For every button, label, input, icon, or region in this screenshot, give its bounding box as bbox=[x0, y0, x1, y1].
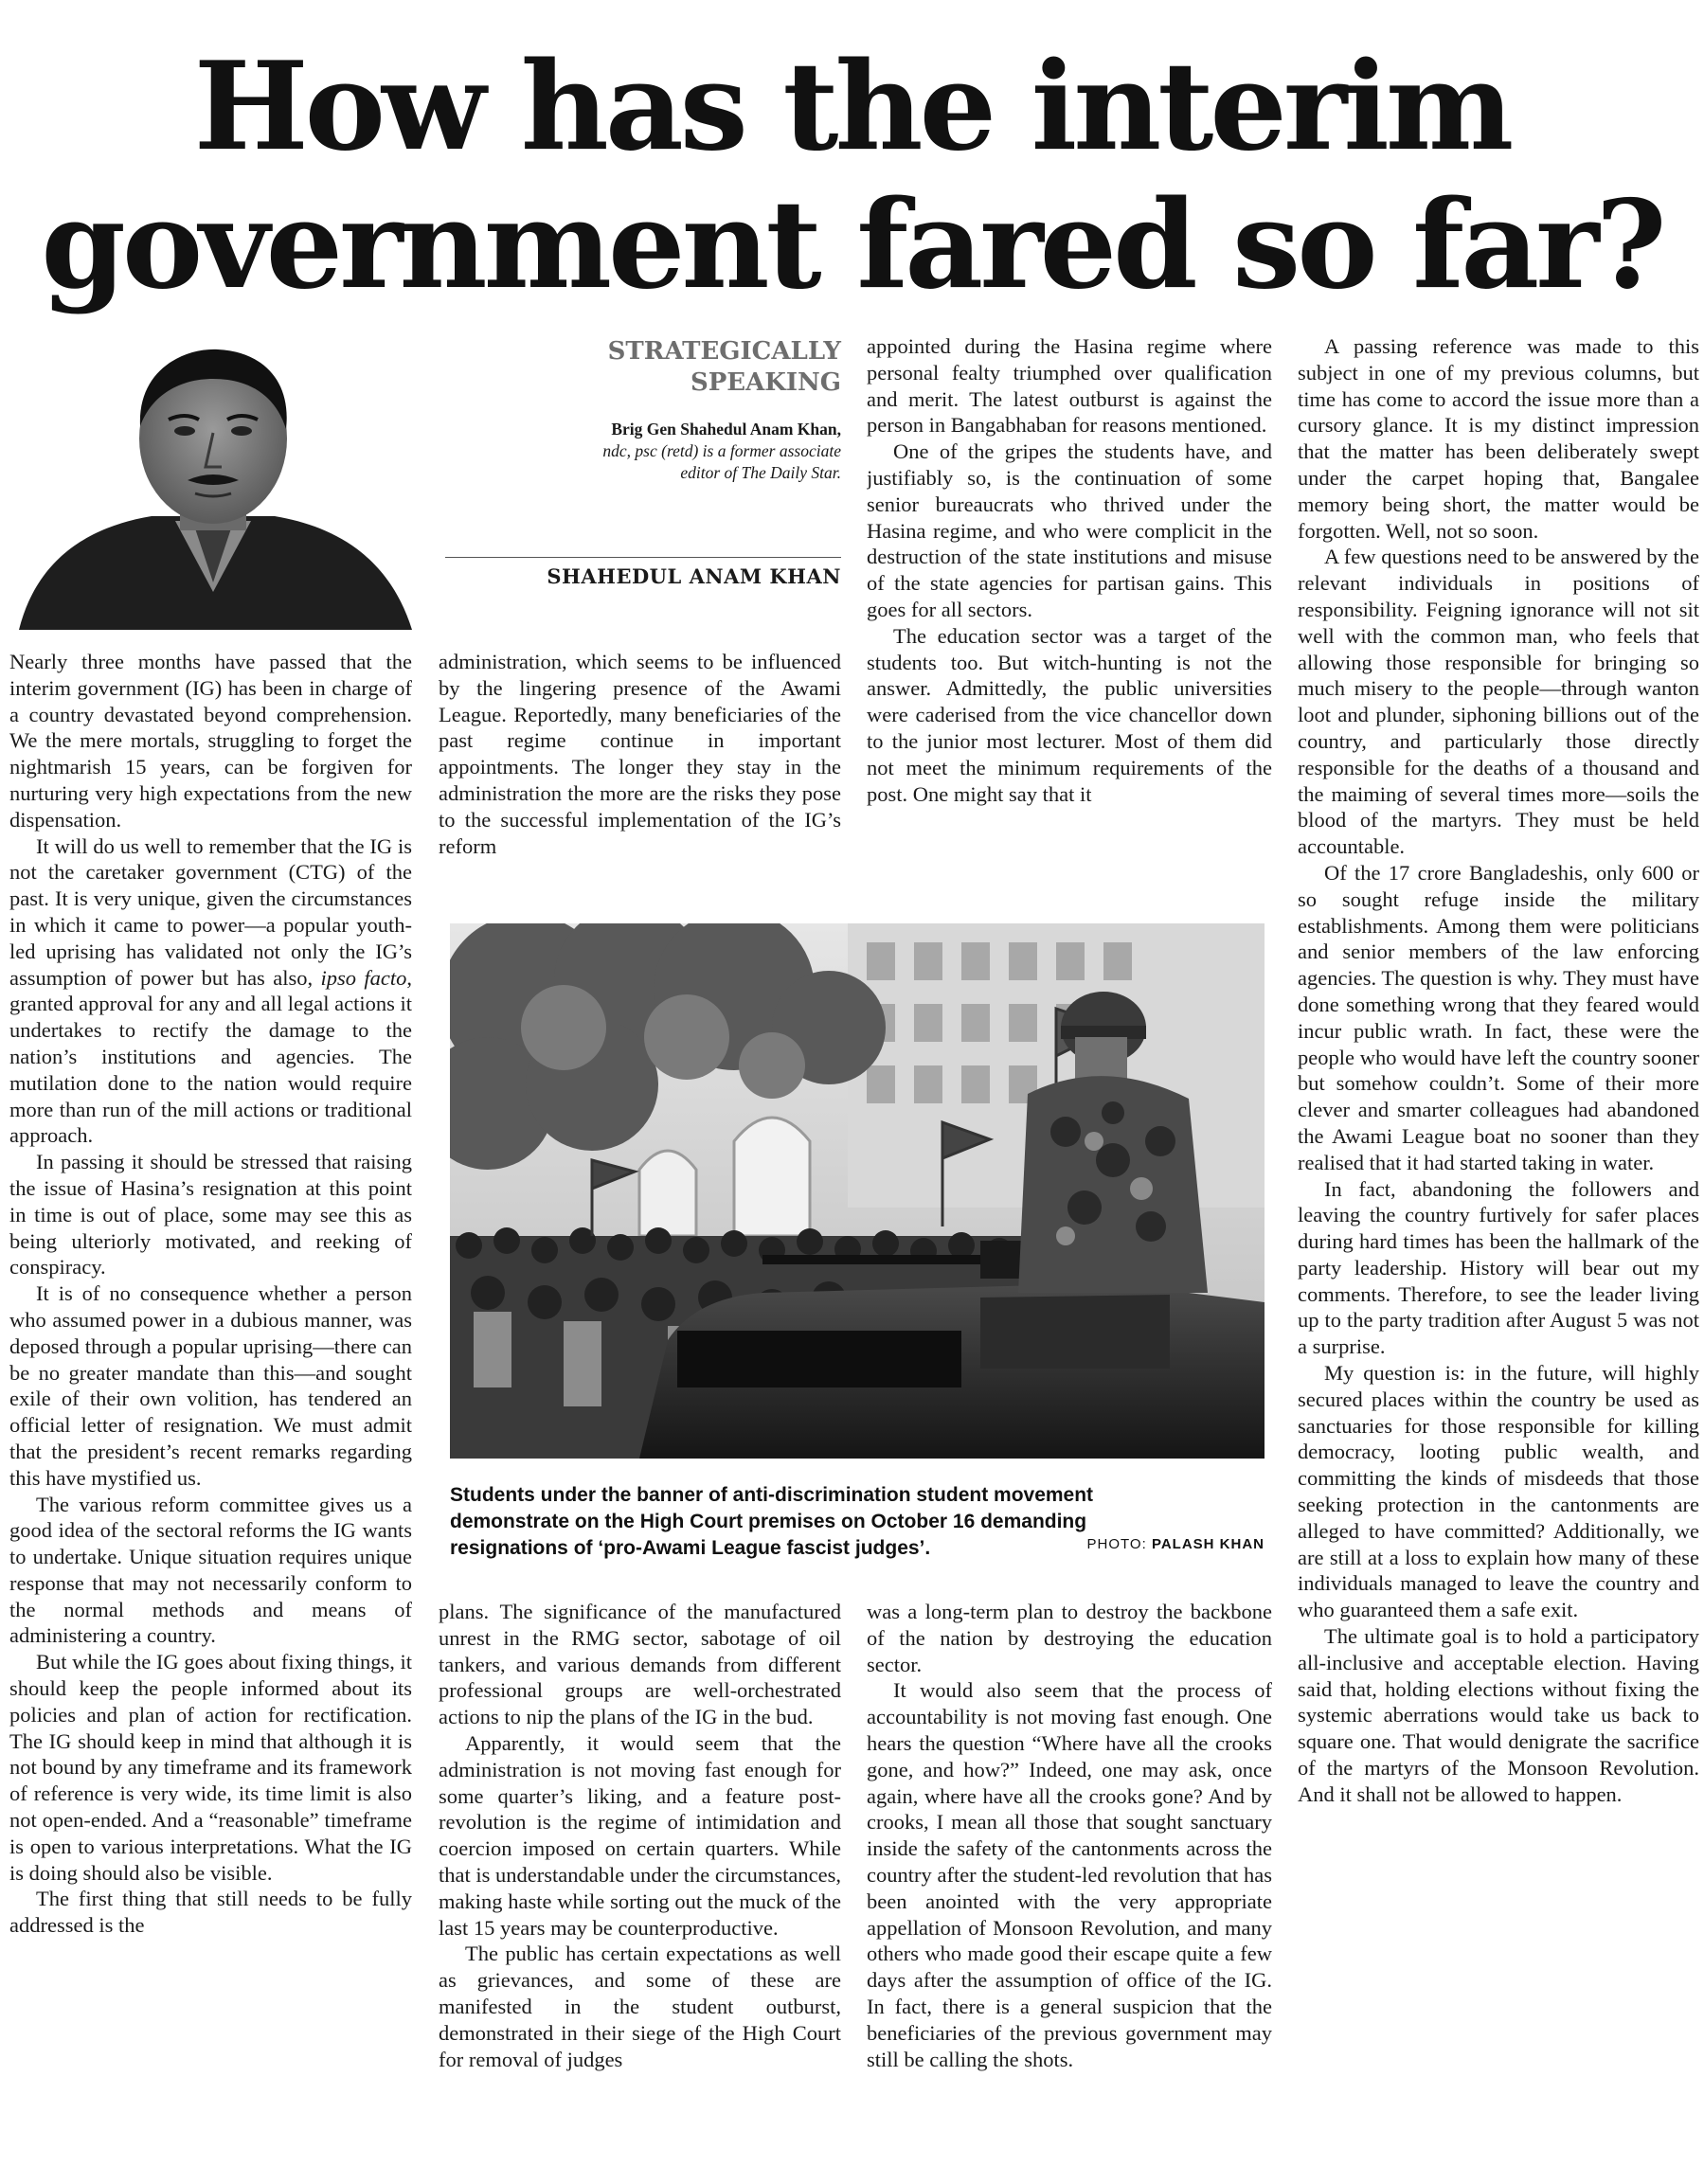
paragraph: The education sector was a target of the students too. But witch-hunting is not the answer. Admittedly, the public universities were caderised from the vice chancellor down to the junior most lecturer. Most of them did not meet the minimum requirements of the post. One might say that it bbox=[867, 623, 1272, 806]
author-note-desc-1: ndc, psc (retd) is a former associate bbox=[602, 441, 841, 460]
author-note-name: Brig Gen Shahedul Anam Khan, bbox=[611, 420, 841, 439]
headline-line-1: How has the interim bbox=[193, 36, 1511, 178]
paragraph: Of the 17 crore Bangladeshis, only 600 or so sought refuge inside the military establishments. Among them were politicians and senior members of the law enforcing agencies. The question is why. They must have done something wrong that they feared would incur public wrath. In fact, these were the people who would have left the country sooner but somehow couldn’t. Some of their more clever and smarter colleagues had abandoned the Awami League boat no sooner than they realised that it had started taking in water. bbox=[1298, 860, 1699, 1174]
photo-caption bbox=[450, 1482, 1265, 1562]
article-column-3-top bbox=[867, 333, 1272, 892]
caption-line-2: demonstrate on the High Court premises on October 16 demanding bbox=[450, 1511, 1087, 1532]
column-name-line-2: SPEAKING bbox=[690, 368, 841, 397]
photo-credit-name: PALASH KHAN bbox=[1151, 1536, 1265, 1552]
article-column-2-top bbox=[439, 649, 841, 890]
author-note bbox=[493, 419, 841, 484]
column-name bbox=[445, 336, 841, 399]
paragraph: In passing it should be stressed that raising the issue of Hasina’s resignation at this point in time is out of place, some may see this as being ulteriorly motivated, and reeking of conspiracy. bbox=[9, 1150, 412, 1280]
caption-line-3: resignations of ‘pro-Awami League fascist judges’. bbox=[450, 1537, 931, 1559]
paragraph: It is of no consequence whether a person who assumed power in a dubious manner, was deposed through a popular uprising—there can be no greater mandate than this—and sought exile of their own volition, has tendered an official letter of resignation. We must admit that the president’s recent remarks regarding this have mystified us. bbox=[9, 1281, 412, 1490]
paragraph: The public has certain expectations as well as grievances, and some of these are manifested in the student outburst, demonstrated in their siege of the High Court for removal of judges bbox=[439, 1942, 841, 2071]
author-note-publication: The Daily Star. bbox=[741, 463, 841, 482]
paragraph: Apparently, it would seem that the administration is not moving fast enough for some quarter’s liking, and a feature post-revolution is the regime of intimidation and coercion imposed on certain quarters. While that is understandable under the circumstances, making haste while sorting out the muck of the last 15 years may be counterproductive. bbox=[439, 1730, 841, 1940]
paragraph: The first thing that still needs to be fully addressed is the bbox=[9, 1887, 412, 1938]
paragraph: My question is: in the future, will highly secured places within the country be used as sanctuaries for those responsible for killing democracy, looting public wealth, and committing the kinds of misdeeds that those seeking protection in the cantonments are alleged to have committed? Additionally, we are still at a loss to explain how many of these individuals managed to leave the country and who guaranteed them a safe exit. bbox=[1298, 1361, 1699, 1622]
author-note-desc-2: editor of bbox=[680, 463, 742, 482]
caption-line-1: Students under the banner of anti-discrimination student movement bbox=[450, 1484, 1094, 1506]
paragraph: appointed during the Hasina regime where personal fealty triumphed over qualification and merit. The latest outburst is against the person in Bangabhaban for reasons mentioned. bbox=[867, 334, 1272, 438]
column-name-line-1: STRATEGICALLY bbox=[607, 337, 841, 366]
article-column-4 bbox=[1298, 333, 1699, 2178]
news-photo bbox=[450, 923, 1265, 1459]
paragraph: It would also seem that the process of accountability is not moving fast enough. One hears the question “Where have all the crooks gone, and how?” Indeed, one may ask, once again, where have all the crooks gone? And by crooks, I mean all those that sought sanctuary inside the safety of the cantonments across the country after the student-led revolution that has been anointed with the very appropriate appellation of Monsoon Revolution, and many others who made good their escape quite a few days after the assumption of office of the IG. In fact, there is a general suspicion that the beneficiaries of the previous government may still be calling the shots. bbox=[867, 1678, 1272, 2071]
article-column-3-bottom bbox=[867, 1599, 1272, 2176]
paragraph: was a long-term plan to destroy the backbone of the nation by destroying the education sector. bbox=[867, 1600, 1272, 1676]
paragraph: The ultimate goal is to hold a participatory all-inclusive and acceptable election. Having said that, holding elections without fixing the systemic aberrations would take us back to square one. That would denigrate the sacrifice of the martyrs of the Monsoon Revolution. And it shall not be allowed to happen. bbox=[1298, 1624, 1699, 1806]
paragraph: But while the IG goes about fixing things, it should keep the people informed about its policies and plan of action for rectification. The IG should keep in mind that although it is not bound by any timeframe and its framework of reference is very wide, its time limit is also not open-ended. And a “reasonable” timeframe is open to various interpretations. What the IG is doing should also be visible. bbox=[9, 1650, 412, 1885]
photo-credit bbox=[1087, 1531, 1265, 1558]
paragraph: A passing reference was made to this subject in one of my previous columns, but time has come to accord the issue more than a cursory glance. It is my distinct impression that the matter has been deliberately swept under the carpet hoping that, Bangalee memory being short, the matter would be forgotten. Well, not so soon. bbox=[1298, 334, 1699, 543]
paragraph: It will do us well to remember that the IG is not the caretaker government (CTG) of the past. It is very unique, given the circumstances in which it came to power—a popular youth-led uprising has validated not only the IG’s assumption of power but has also, ipso facto, granted approval for any and all legal actions it undertakes to rectify the damage to the nation’s institutions and agencies. The mutilation done to the nation would require more than run of the mill actions or traditional approach. bbox=[9, 833, 412, 1148]
byline-rule bbox=[445, 557, 841, 558]
paragraph: plans. The significance of the manufactured unrest in the RMG sector, sabotage of oil tankers, and various demands from different professional groups are well-orchestrated actions to nip the plans of the IG in the bud. bbox=[439, 1600, 841, 1729]
paragraph: Nearly three months have passed that the interim government (IG) has been in charge of a country devastated beyond comprehension. We the mere mortals, struggling to forget the nightmarish 15 years, can be forgiven for nurturing very high expectations from the new dispensation. bbox=[9, 650, 412, 832]
headline-line-2: government fared so far? bbox=[41, 174, 1663, 316]
latin-phrase: ipso facto bbox=[320, 965, 407, 990]
paragraph: In fact, abandoning the followers and leaving the country furtively for safer places during hard times has been the hallmark of the party leadership. History will bear out my comments. Therefore, to see the leader living up to the party tradition after August 5 was not a surprise. bbox=[1298, 1176, 1699, 1359]
article-column-1 bbox=[9, 649, 412, 2175]
paragraph: One of the gripes the students have, and justifiably so, is the continuation of some senior bureaucrats who thrived under the Hasina regime, and who were complicit in the destruction of the state institutions and misuse of the state agencies for partisan gains. This goes for all sectors. bbox=[867, 439, 1272, 621]
paragraph: A few questions need to be answered by the relevant individuals in positions of responsibility. Feigning ignorance will not sit well with the common man, who feels that allowing those responsible for bringing so much misery to the people—through wanton loot and plunder, siphoning billions out of the country, and particularly those directly responsible for the deaths of a thousand and the maiming of several times more—soils the blood of the martyrs. They must be held accountable. bbox=[1298, 545, 1699, 859]
paragraph: administration, which seems to be influenced by the lingering presence of the Awami League. Reportedly, many beneficiaries of the past regime continue in important appointments. The longer they stay in the administration the more are the risks they pose to the successful implementation of the IG’s reform bbox=[439, 650, 841, 858]
paragraph: The various reform committee gives us a good idea of the sectoral reforms the IG wants to undertake. Unique situation requires unique response that may not necessarily conform to the normal methods and means of administering a country. bbox=[9, 1492, 412, 1648]
author-portrait bbox=[9, 336, 417, 630]
photo-credit-label: PHOTO: bbox=[1086, 1536, 1152, 1552]
headline bbox=[0, 38, 1704, 314]
article-column-2-bottom bbox=[439, 1599, 841, 2176]
byline: SHAHEDUL ANAM KHAN bbox=[547, 564, 841, 588]
